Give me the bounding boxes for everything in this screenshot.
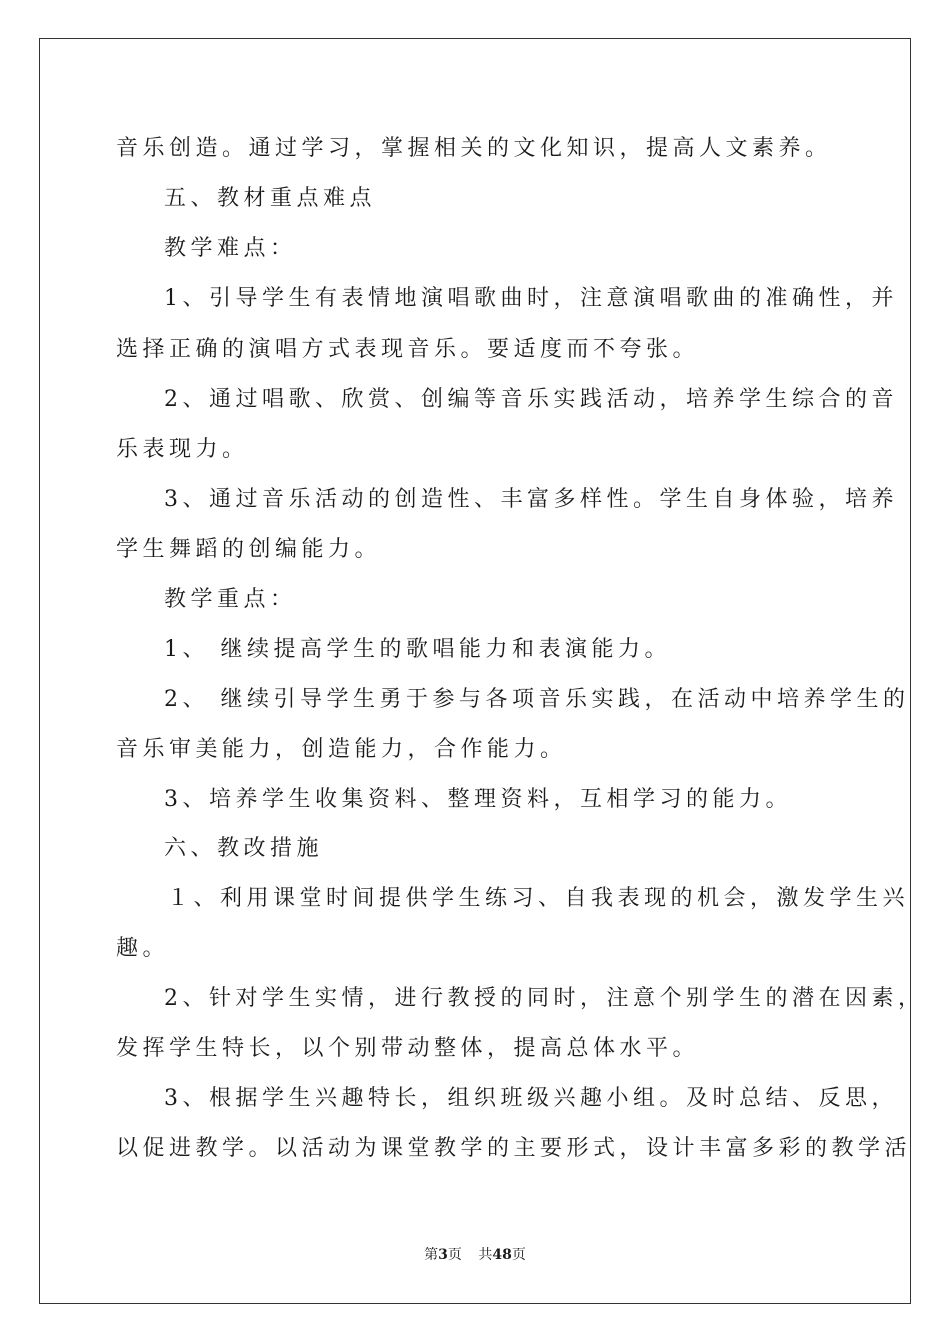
page-border — [39, 38, 911, 1304]
text-line: 3、通过音乐活动的创造性、丰富多样性。学生自身体验，培养 — [164, 487, 898, 512]
page-indicator — [424, 1247, 462, 1263]
total-suffix: 页 — [511, 1247, 526, 1263]
text-line: 2、针对学生实情，进行教授的同时，注意个别学生的潜在因素， — [164, 986, 925, 1011]
total-pages: 48 — [492, 1247, 512, 1263]
text-line: 乐表现力。 — [116, 437, 249, 462]
page-footer — [0, 1246, 950, 1264]
text-line: １、利用课堂时间提供学生练习、自我表现的机会，激发学生兴 — [167, 886, 910, 911]
text-line: 1、引导学生有表情地演唱歌曲时，注意演唱歌曲的准确性，并 — [164, 286, 898, 311]
total-prefix: 共 — [478, 1247, 493, 1263]
page-suffix: 页 — [447, 1247, 462, 1263]
text-line: 2、通过唱歌、欣赏、创编等音乐实践活动，培养学生综合的音 — [164, 387, 898, 412]
total-indicator — [478, 1247, 525, 1263]
text-line: 选择正确的演唱方式表现音乐。要适度而不夸张。 — [116, 337, 700, 362]
text-line: 3、培养学生收集资料、整理资料，互相学习的能力。 — [164, 787, 792, 812]
text-line: 1、 继续提高学生的歌唱能力和表演能力。 — [164, 637, 671, 662]
text-line: 以促进教学。以活动为课堂教学的主要形式，设计丰富多彩的教学活 — [116, 1136, 912, 1161]
text-line: 学生舞蹈的创编能力。 — [116, 537, 382, 562]
text-line: 3、根据学生兴趣特长，组织班级兴趣小组。及时总结、反思， — [164, 1086, 898, 1111]
text-line: 发挥学生特长，以个别带动整体，提高总体水平。 — [116, 1036, 700, 1061]
subheading: 教学重点： — [164, 587, 297, 612]
text-line: 音乐审美能力，创造能力，合作能力。 — [116, 737, 567, 762]
section-heading: 五、教材重点难点 — [164, 186, 377, 211]
text-line: 2、 继续引导学生勇于参与各项音乐实践，在活动中培养学生的 — [164, 687, 910, 712]
section-heading: 六、教改措施 — [164, 836, 324, 861]
text-line: 趣。 — [116, 936, 170, 961]
text-line: 音乐创造。通过学习，掌握相关的文化知识，提高人文素养。 — [116, 136, 832, 161]
subheading: 教学难点： — [164, 236, 297, 261]
page-number: 3 — [438, 1247, 448, 1263]
page-prefix: 第 — [424, 1247, 439, 1263]
